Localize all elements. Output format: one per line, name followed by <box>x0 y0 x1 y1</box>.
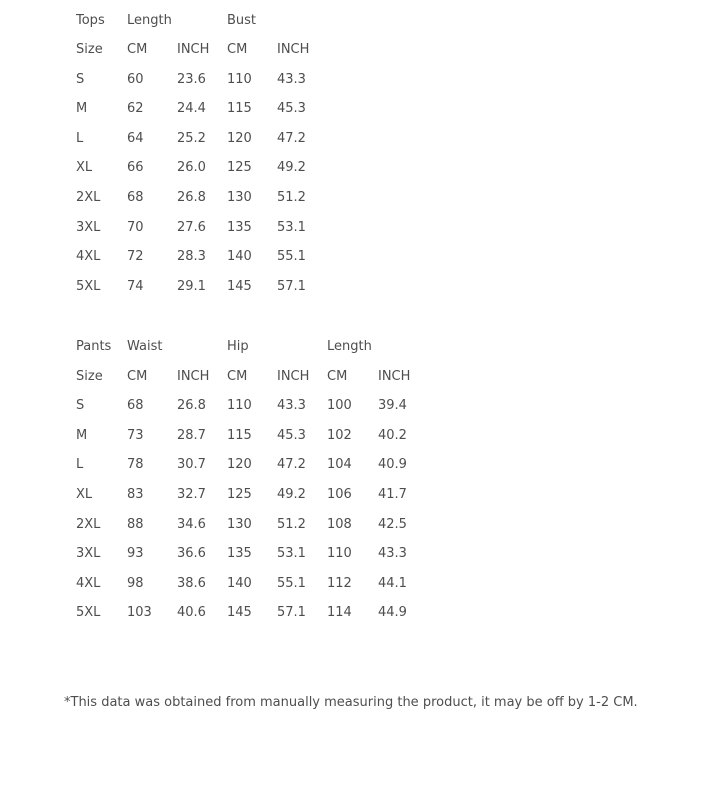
measurement-cell: 110 <box>327 546 352 562</box>
measurement-cell: 51.2 <box>277 190 306 206</box>
tops-unit-header: INCH <box>177 42 210 58</box>
measurement-cell: 26.0 <box>177 160 206 176</box>
measurement-cell: 44.1 <box>378 575 407 591</box>
measurement-note: *This data was obtained from manually measuring the product, it may be off by 1-2 CM. <box>64 695 638 710</box>
tops-table-body <box>64 6 315 302</box>
table-row <box>64 510 416 540</box>
size-label: S <box>76 71 85 87</box>
pants-group-header: Pants <box>76 339 112 354</box>
measurement-cell: 42.5 <box>378 516 407 532</box>
table-row <box>64 183 315 213</box>
measurement-cell: 78 <box>127 457 144 473</box>
measurement-cell: 114 <box>327 605 352 621</box>
measurement-cell: 103 <box>127 605 152 621</box>
tops-unit-header: CM <box>127 42 148 58</box>
measurement-cell: 53.1 <box>277 546 306 562</box>
tops-unit-header: Size <box>76 42 103 58</box>
measurement-cell: 100 <box>327 398 352 414</box>
size-label: 3XL <box>76 546 101 562</box>
table-row <box>64 598 416 628</box>
measurement-cell: 125 <box>227 486 252 502</box>
measurement-cell: 45.3 <box>277 427 306 443</box>
size-label: 2XL <box>76 516 101 532</box>
size-label: 4XL <box>76 249 101 265</box>
measurement-cell: 43.3 <box>378 546 407 562</box>
measurement-cell: 49.2 <box>277 160 306 176</box>
measurement-cell: 47.2 <box>277 130 306 146</box>
measurement-cell: 25.2 <box>177 130 206 146</box>
measurement-cell: 66 <box>127 160 144 176</box>
table-row <box>64 569 416 599</box>
measurement-cell: 53.1 <box>277 219 306 235</box>
measurement-cell: 125 <box>227 160 252 176</box>
measurement-cell: 115 <box>227 427 252 443</box>
measurement-cell: 43.3 <box>277 71 306 87</box>
measurement-cell: 83 <box>127 486 144 502</box>
size-label: L <box>76 130 84 146</box>
size-label: 2XL <box>76 190 101 206</box>
measurement-cell: 28.3 <box>177 249 206 265</box>
size-label: S <box>76 398 85 414</box>
measurement-cell: 49.2 <box>277 486 306 502</box>
table-row <box>64 539 416 569</box>
tops-group-header-row <box>64 6 315 36</box>
size-label: M <box>76 427 88 443</box>
measurement-cell: 130 <box>227 516 252 532</box>
measurement-cell: 62 <box>127 101 144 117</box>
size-label: M <box>76 101 88 117</box>
table-row <box>64 94 315 124</box>
pants-unit-header: CM <box>327 368 348 384</box>
pants-size-table <box>64 332 416 628</box>
pants-unit-header: Size <box>76 368 103 384</box>
size-label: L <box>76 457 84 473</box>
table-row <box>64 450 416 480</box>
tops-group-header: Tops <box>76 12 105 28</box>
pants-unit-header-row <box>64 362 416 392</box>
measurement-cell: 51.2 <box>277 516 306 532</box>
measurement-cell: 57.1 <box>277 278 306 294</box>
table-row <box>64 65 315 95</box>
size-label: 5XL <box>76 605 101 621</box>
measurement-cell: 34.6 <box>177 516 206 532</box>
pants-unit-header: INCH <box>378 368 411 384</box>
measurement-cell: 40.6 <box>177 605 206 621</box>
table-row <box>64 242 315 272</box>
pants-group-header-row <box>64 332 416 362</box>
measurement-cell: 30.7 <box>177 457 206 473</box>
measurement-cell: 73 <box>127 427 144 443</box>
measurement-cell: 106 <box>327 486 352 502</box>
table-row <box>64 391 416 421</box>
measurement-cell: 140 <box>227 575 252 591</box>
measurement-cell: 29.1 <box>177 278 206 294</box>
measurement-cell: 47.2 <box>277 457 306 473</box>
pants-group-header: Hip <box>227 339 249 354</box>
size-label: XL <box>76 486 93 502</box>
measurement-cell: 41.7 <box>378 486 407 502</box>
measurement-cell: 72 <box>127 249 144 265</box>
measurement-cell: 24.4 <box>177 101 206 117</box>
measurement-cell: 120 <box>227 457 252 473</box>
measurement-cell: 88 <box>127 516 144 532</box>
pants-unit-header: CM <box>127 368 148 384</box>
measurement-cell: 55.1 <box>277 575 306 591</box>
measurement-cell: 36.6 <box>177 546 206 562</box>
measurement-cell: 102 <box>327 427 352 443</box>
measurement-cell: 108 <box>327 516 352 532</box>
measurement-cell: 28.7 <box>177 427 206 443</box>
measurement-cell: 26.8 <box>177 190 206 206</box>
table-row <box>64 213 315 243</box>
pants-unit-header: CM <box>227 368 248 384</box>
measurement-cell: 40.2 <box>378 427 407 443</box>
measurement-cell: 26.8 <box>177 398 206 414</box>
measurement-cell: 32.7 <box>177 486 206 502</box>
size-label: 5XL <box>76 278 101 294</box>
tops-group-header: Length <box>127 12 172 28</box>
measurement-cell: 40.9 <box>378 457 407 473</box>
measurement-cell: 110 <box>227 398 252 414</box>
measurement-cell: 98 <box>127 575 144 591</box>
measurement-cell: 112 <box>327 575 352 591</box>
measurement-cell: 27.6 <box>177 219 206 235</box>
measurement-cell: 44.9 <box>378 605 407 621</box>
measurement-cell: 64 <box>127 130 144 146</box>
size-label: 4XL <box>76 575 101 591</box>
pants-unit-header: INCH <box>177 368 210 384</box>
measurement-cell: 145 <box>227 278 252 294</box>
measurement-cell: 39.4 <box>378 398 407 414</box>
measurement-cell: 120 <box>227 130 252 146</box>
measurement-cell: 68 <box>127 190 144 206</box>
measurement-cell: 57.1 <box>277 605 306 621</box>
measurement-cell: 45.3 <box>277 101 306 117</box>
measurement-cell: 135 <box>227 546 252 562</box>
measurement-cell: 110 <box>227 71 252 87</box>
size-label: XL <box>76 160 93 176</box>
measurement-cell: 70 <box>127 219 144 235</box>
pants-table-body <box>64 332 416 628</box>
measurement-cell: 145 <box>227 605 252 621</box>
measurement-cell: 140 <box>227 249 252 265</box>
pants-unit-header: INCH <box>277 368 310 384</box>
measurement-cell: 43.3 <box>277 398 306 414</box>
table-row <box>64 480 416 510</box>
table-row <box>64 421 416 451</box>
measurement-cell: 74 <box>127 278 144 294</box>
tops-unit-header: CM <box>227 42 248 58</box>
pants-group-header: Waist <box>127 339 163 354</box>
table-row <box>64 272 315 302</box>
tops-unit-header-row <box>64 35 315 65</box>
table-row <box>64 153 315 183</box>
measurement-cell: 60 <box>127 71 144 87</box>
measurement-cell: 115 <box>227 101 252 117</box>
measurement-cell: 130 <box>227 190 252 206</box>
size-label: 3XL <box>76 219 101 235</box>
tops-group-header: Bust <box>227 12 257 28</box>
tops-size-table <box>64 6 315 302</box>
measurement-cell: 68 <box>127 398 144 414</box>
measurement-cell: 135 <box>227 219 252 235</box>
measurement-cell: 104 <box>327 457 352 473</box>
measurement-cell: 23.6 <box>177 71 206 87</box>
tops-unit-header: INCH <box>277 42 310 58</box>
measurement-cell: 55.1 <box>277 249 306 265</box>
measurement-cell: 38.6 <box>177 575 206 591</box>
table-row <box>64 124 315 154</box>
pants-group-header: Length <box>327 339 372 354</box>
measurement-cell: 93 <box>127 546 144 562</box>
